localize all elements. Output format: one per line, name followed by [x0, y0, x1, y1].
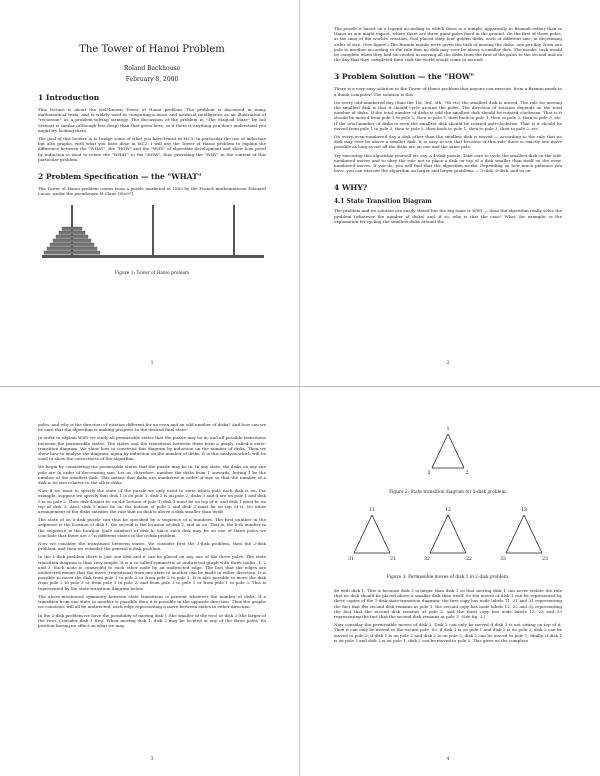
- diagram-edge: [430, 515, 448, 553]
- tower-pole-2: [152, 205, 154, 255]
- paragraph: Now we consider the transitions between states. We consider first the 1-disk problem, then the 2-disk problem, and then we consider the general n-disk problem.: [38, 541, 266, 552]
- paragraph: poles, and why is the direction of rotation different for an even and an odd number of disks? And how can we be sure that the algorithm is making progress to the desired final state?: [38, 422, 266, 433]
- diagram-edge: [372, 515, 390, 553]
- node-label: 2: [465, 471, 469, 476]
- paragraph: On every odd-numbered day (thus the 1st, 3rd, 5th, 7th etc) the smallest disk is moved. The rule for moving the smallest disk is that it should cycle around the poles. The direction of rotation depends on the total number of disks. If the total number of disks is odd the smallest disk should be rotated clockwise. That is it should be moved from pole 1 to pole 2, then to pole 3, then back to pole 1, then to pole 2, then to pole 3, etc. If the total number of disks is even the smallest disk should be rotated anti-clockwise. That is it should be moved from pole 1 to pole 3, then to pole 2, then back to pole 1, then to pole 3, then to pole 2, etc.: [334, 99, 562, 131]
- diagram-edge: [448, 515, 466, 553]
- tower-disk: [53, 239, 91, 242]
- section-heading-problem-specification: 2 Problem Specification — the "WHAT": [38, 172, 202, 182]
- page-number: 4: [446, 757, 450, 762]
- diagram-edge: [506, 515, 524, 553]
- node-label: 3: [427, 471, 431, 476]
- figure-2-caption: Figure 2: State transition diagram for 1-disk problem.: [389, 490, 507, 495]
- page-divider-vertical: [299, 0, 300, 776]
- section-heading-why: 4 WHY?: [334, 183, 368, 193]
- page-1: [12, 4, 292, 374]
- paper-date: February 8, 2000: [125, 76, 179, 83]
- node-label: 21: [390, 557, 396, 562]
- paragraph: In the 2-disk problem we have the possibility of moving disk 1 (the smaller of the two) or disk 2 (the larger of the two). Consider disk 1 first. When moving disk 1, disk 2 may be located at any of the three poles, its position having no effect on what we may: [38, 612, 266, 628]
- section-heading-introduction: 1 Introduction: [38, 93, 100, 102]
- triangle-group-2: [424, 507, 472, 562]
- section-heading-problem-solution: 3 Problem Solution — the "HOW": [334, 72, 475, 82]
- node-label: 23: [542, 557, 548, 562]
- page-3: [12, 400, 292, 770]
- tower-disk: [62, 227, 82, 230]
- node-label: 31: [348, 557, 354, 562]
- paper-author: Roland Backhouse: [123, 65, 181, 72]
- node-label: 12: [445, 508, 451, 513]
- page-number: 2: [446, 361, 450, 366]
- paragraph: In the 1-disk problem there is just one disk and it can be placed on any one of the three poles. The state transition diagram is thus very simple. It is a so-called symmetric or undirected graph with three nodes, 1, 2 and 3. Each node is connected to each other node by an undirected edge. The fact that the edges are undirected means that the move (transitions) from one state to another can be made in either direction. It is possible to move the disk from pole 1 to pole 2 or from pole 2 to pole 1. It is also possible to move the disk from pole 2 to pole 3 or from pole 3 to pole 2, and from pole 3 to pole 1 or from pole 1 to pole 3. This is represented by the state-transition diagram below.: [38, 554, 266, 591]
- diagram-edge: [524, 515, 542, 553]
- page-4: [308, 400, 588, 770]
- node-label: 11: [369, 508, 375, 513]
- tower-of-hanoi-illustration: [38, 199, 268, 263]
- tower-disks: [44, 227, 100, 254]
- paragraph: On every even-numbered day a disk other than the smallest disk is moved — according to the rule that no disk may ever be above a smaller disk. It is easy to see that because of this rule there is exactly one move possible as long as not all the disks are on one and the same pole.: [334, 134, 562, 150]
- paragraph: There is a very easy solution to the Tower of Hanoi problem that anyone can execute, from a Bramin monk to a dumb computer! The solution is this.: [334, 86, 562, 97]
- paragraph: This lecture is about the well-known Tower of Hanoi problem. The problem is discussed in many mathematical texts, and is widely used in computing-science and artificial intelligence as an illustration of "recursion" as a problem-solving strategy. The discussion of the problem in "The Magical Maze" by Ian Stewart is similar (although less deep) than that given here, so if there is anything you don't understand you might try looking there.: [38, 107, 266, 133]
- paragraph: Now if we want to specify the state of the puzzle we only need to state which pole each disk is on. For example, suppose we specify that disk 1 is on pole 1, disk 2 is on pole 2, disks 3 and 4 are on pole 1 and disk 5 is on pole 2. Then disk 4 must be on the bottom of pole 1, disk 3 must be on top of it, and disk 1 must be on top of disk 3. Also, disk 5 must be on the bottom of pole 2 and disk 2 must be on top of it. No other arrangement of the disks satisfies the rule that no disk is above a disk smaller than itself.: [38, 488, 266, 515]
- figure-3: [334, 503, 562, 571]
- tower-base: [42, 255, 264, 258]
- paragraph: The above-mentioned symmetry between state transitions is present whatever the number of disks. If a transition from one state to another is possible then it is possible in the opposite direction. Thus the graphs we construct will all be undirected, each edge representing a move between states in either direction.: [38, 593, 266, 610]
- paragraph: In order to explain WHY we study all permissible states that the puzzle may be in, and all possible transitions between the permissible states. The states and the transitions between them form a graph, called a state-transition diagram. We show how to construct this diagram by induction on the number of disks. Then we show how to analyse the diagram, again by induction on the number of disks. It is this analysis which will be used to show the correctness of the algorithm.: [38, 435, 267, 462]
- tower-disk: [59, 231, 85, 234]
- node-label: 33: [500, 557, 506, 562]
- state-diagram-1-disk: [334, 422, 562, 482]
- figure-1-caption: Figure 1: Tower of Hanoi problem: [114, 271, 190, 277]
- paragraph: The state of an n-disk puzzle can thus be specified by a sequence of n numbers. The first number in the sequence is the location of disk 1, the second is the location of disk 2, and so on. That is, the k-th number in the sequence is the location (pole number) of disk k. Since each disk may be on one of three poles we conclude that there are 3^n different states in the n-disk problem.: [38, 517, 266, 538]
- figure-3-caption: Figure 3: Permissible moves of disk 1 in 2-disk problem.: [386, 575, 510, 580]
- page-divider-horizontal: [0, 386, 600, 387]
- paragraph: We begin by considering the permissible states that the puzzle may be in. In any state, the disks on any one pole are in order of decreasing size. Let us, therefore, number the disks from 1 onwards, letting 1 be the number of the smallest disk. This means that disks are numbered in order of size so that the number of a disk is its size relative to the other disks.: [38, 464, 266, 486]
- diagram-edge: [354, 515, 372, 553]
- state-diagram-2-disk: [334, 503, 562, 567]
- page-number: 1: [150, 361, 154, 366]
- paragraph: The puzzle is based on a legend according to which there is a temple, apparently in Bramah rather than in Hanoi as one might expect, where there are three giant poles fixed in the ground. On the first of these poles, at the time of the world's creation, God placed sixty four golden disks, each of different size, in decreasing order of size. (See figure.) The Bramin monks were given the task of moving the disks, one per day, from one pole to another according to the rule that no disk may ever be above a smaller disk. The monks' task would be complete when they had succeeded in moving all the disks from the first of the poles to the second and on the day that they completed their task the world would come to an end!: [334, 26, 562, 63]
- paragraph: The Tower of Hanoi problem comes from a puzzle marketed in 1883 by the French mathematician Édouard Lucas, under the pseudonym M.Claus [Ste97].: [38, 186, 266, 197]
- diagram-edge: [432, 434, 448, 468]
- paragraph: Now consider the permissible moves of disk 2. Disk 2 can only be moved if disk 1 is not sitting on top of it. Then it can only be moved to the vacant pole. So, if disk 1 is on pole 1 and disk 2 is on pole 2, disk 2 can be moved to pole 3; if disk 1 is on pole 2 and disk 2 is on pole 3, disk 2 can be moved to pole 1; finally, if disk 1 is on pole 3 and disk 2 is on pole 1, disk 2 can be moved to pole 2. This gives us the complete: [334, 622, 562, 643]
- triangle-group-1: [348, 507, 396, 562]
- node-label: 13: [521, 508, 527, 513]
- paragraph: Try executing this algorithm yourself on, say, a 4-disk puzzle. Take care to cycle the smallest disk on the odd-numbered moves and to obey the rule not to place a disk on top of a disk smaller than itself on the even-numbered moves. If you do, you will find that the algorithm works. Depending on how much patience you have, you can execute the algorithm on larger and larger problems — 5-disk, 6-disk, and so on.: [334, 152, 562, 174]
- figure-2: [334, 422, 562, 486]
- subsection-heading-state-transition: 4.1 State Transition Diagram: [334, 198, 432, 206]
- figure-1: [38, 199, 266, 267]
- diagram-edge: [448, 434, 464, 468]
- node-label: 22: [466, 557, 472, 562]
- tower-disk: [50, 243, 94, 246]
- paragraph: The problem and its solution are easily stated but the big issue is WHY — does the algorithm really solve the problem (whatever the number of disks) and, if so, why is that the case? What, for example, is the explanation for cycling the smallest disks around the: [334, 208, 562, 224]
- paper-title: The Tower of Hanoi Problem: [79, 44, 225, 55]
- paragraph: do with disk 1. This is because disk 2 is larger than disk 1 so that moving disk 1 can never violate the rule that no disk should be placed above a smaller disk than itself. So the moves of disk 1 can be represented by three copies of the 1-disk state-transition diagram: the first copy has node labels 11, 21 and 31 representing the fact that the second disk remains at pole 1, the second copy has node labels 12, 22 and 32 representing the fact that the second disk remains at pole 2, and the third copy has node labels 13, 23 and 33 representing the fact that the second disk remains at pole 3. (See fig. 3.): [334, 588, 562, 620]
- tower-disk: [44, 251, 100, 254]
- tower-pole-3: [233, 205, 235, 255]
- tower-disk: [47, 247, 97, 250]
- node-label: 1: [446, 427, 450, 432]
- node-label: 32: [424, 557, 430, 562]
- triangle-group-3: [500, 507, 548, 562]
- page-number: 3: [150, 757, 154, 762]
- tower-disk: [56, 235, 88, 238]
- page-2: [308, 4, 588, 374]
- paragraph: The goal of this lecture is to bridge some of what you have learnt in MC1. In particular the use of induction but also graphs, with what you have done in MC2. I will use the Tower of Hanoi problem to explain the difference between the "WHAT", the "HOW" and the "WHY" of algorithm development and show how proof by induction is used to relate the "WHAT" to the "HOW", thus providing the "WHY" in the context of this particular problem.: [38, 136, 266, 162]
